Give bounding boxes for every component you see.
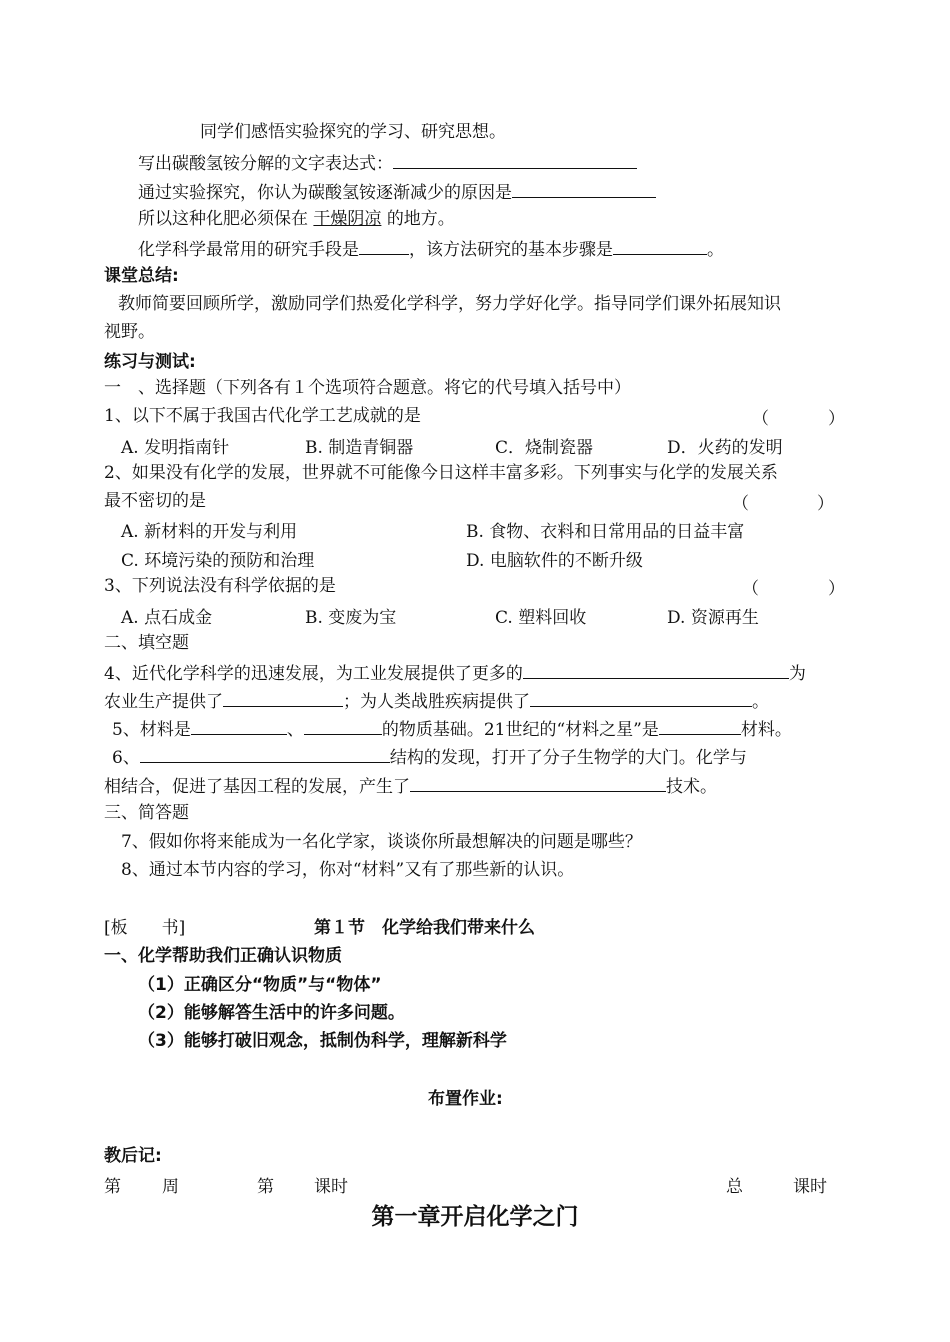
q5-text-a: 5、材料是 [112, 720, 191, 740]
reason-blank[interactable] [512, 179, 656, 198]
board-item-3: （3）能够打破旧观念，抵制伪科学，理解新科学 [138, 1031, 507, 1051]
q4-blank-3[interactable] [530, 688, 752, 707]
q6-blank-1[interactable] [140, 744, 390, 763]
q5-blank-1[interactable] [191, 716, 287, 735]
exercise-heading: 练习与测试: [104, 352, 196, 372]
q5-text-d: 材料。 [740, 720, 792, 740]
q4-text-d: ；为人类战胜疾病提供了 [343, 692, 530, 712]
method-blank[interactable] [359, 236, 409, 255]
intro-line-5 [138, 236, 724, 262]
q4-blank-2[interactable] [223, 688, 343, 707]
q6-text-a: 6、 [112, 748, 140, 768]
q3-option-d[interactable]: D. 资源再生 [667, 608, 759, 628]
section-short-answer: 三、简答题 [104, 803, 189, 823]
q2-option-d[interactable]: D. 电脑软件的不断升级 [466, 551, 643, 571]
question-6-line-2 [104, 773, 717, 799]
board-label: [板 书] [104, 918, 186, 938]
answer-paren-close-1: ） [828, 409, 845, 429]
board-item-1: （1）正确区分“物质”与“物体” [138, 975, 382, 995]
q2-option-b[interactable]: B. 食物、衣料和日常用品的日益丰富 [466, 522, 745, 542]
question-2-line-1: 2、如果没有化学的发展，世界就不可能像今日这样丰富多彩。下列事实与化学的发展关系 [104, 463, 778, 483]
summary-heading: 课堂总结: [104, 266, 179, 286]
answer-paren-open-3[interactable]: （ [742, 579, 759, 599]
board-heading-1: 一、化学帮助我们正确认识物质 [104, 946, 342, 966]
storage-answer: 干燥阴凉 [313, 209, 382, 229]
question-2-line-2: 最不密切的是 [104, 491, 206, 511]
q5-blank-3[interactable] [659, 716, 741, 735]
q4-text-e: 。 [752, 692, 769, 712]
q5-text-c: 的物质基础。21世纪的“材料之星”是 [381, 720, 659, 740]
lesson-suffix: 课时 [314, 1177, 348, 1197]
lesson-prefix: 第 [257, 1177, 274, 1197]
intro-line-1: 同学们感悟实验探究的学习、研究思想。 [200, 122, 506, 142]
q4-text-a: 4、近代化学科学的迅速发展，为工业发展提供了更多的 [104, 664, 523, 684]
q4-text-b: 为 [788, 664, 806, 684]
answer-paren-open-1[interactable]: （ [752, 409, 769, 429]
chapter-title: 第一章开启化学之门 [371, 1204, 579, 1230]
q6-blank-2[interactable] [410, 773, 666, 792]
q1-option-b[interactable]: B. 制造青铜器 [305, 438, 414, 458]
q3-option-b[interactable]: B. 变废为宝 [305, 608, 397, 628]
q6-text-b: 结构的发现，打开了分子生物学的大门。化学与 [389, 748, 747, 768]
equation-blank[interactable] [393, 150, 637, 169]
intro-line-3 [138, 179, 656, 205]
steps-prompt: ，该方法研究的基本步骤是 [409, 240, 613, 260]
summary-text-2: 视野。 [104, 322, 155, 342]
question-8: 8、通过本节内容的学习，你对“材料”又有了那些新的认识。 [121, 860, 575, 880]
question-5 [112, 716, 792, 742]
storage-suffix: 的地方。 [386, 209, 455, 229]
q2-option-a[interactable]: A. 新材料的开发与利用 [121, 522, 298, 542]
homework-label: 布置作业: [428, 1089, 503, 1109]
q1-option-a[interactable]: A. 发明指南针 [121, 438, 230, 458]
summary-text-1: 教师简要回顾所学，激励同学们热爱化学科学，努力学好化学。指导同学们课外拓展知识 [118, 294, 781, 314]
steps-blank[interactable] [613, 236, 707, 255]
q5-text-b: 、 [286, 720, 304, 740]
q4-blank-1[interactable] [523, 660, 789, 679]
intro-line-4 [138, 207, 455, 231]
storage-prompt: 所以这种化肥必须保在 [138, 209, 308, 229]
section-choice: 一 、选择题（下列各有１个选项符合题意。将它的代号填入括号中） [104, 378, 631, 398]
question-4-line-2 [104, 688, 769, 714]
total-prefix: 总 [726, 1177, 743, 1197]
board-item-2: （2）能够解答生活中的许多问题。 [138, 1003, 405, 1023]
answer-paren-open-2[interactable]: （ [732, 494, 749, 514]
q1-option-d[interactable]: D．火药的发明 [667, 438, 783, 458]
intro-line-2 [138, 150, 637, 176]
q3-option-a[interactable]: A. 点石成金 [121, 608, 213, 628]
q4-text-c: 农业生产提供了 [104, 692, 223, 712]
total-suffix: 课时 [793, 1177, 827, 1197]
q3-option-c[interactable]: C. 塑料回收 [495, 608, 587, 628]
answer-paren-close-2: ） [817, 494, 834, 514]
q2-option-c[interactable]: C. 环境污染的预防和治理 [121, 551, 315, 571]
q6-text-c: 相结合，促进了基因工程的发展，产生了 [104, 777, 410, 797]
question-6-line-1 [112, 744, 747, 770]
board-title: 第１节 化学给我们带来什么 [314, 918, 535, 938]
answer-paren-close-3: ） [828, 579, 845, 599]
question-4-line-1 [104, 660, 806, 686]
q1-option-c[interactable]: C．烧制瓷器 [495, 438, 594, 458]
reason-prompt: 通过实验探究，你认为碳酸氢铵逐渐减少的原因是 [138, 183, 512, 203]
question-1: 1、以下不属于我国古代化学工艺成就的是 [104, 406, 421, 426]
section-fill: 二、填空题 [104, 633, 189, 653]
question-7: 7、假如你将来能成为一名化学家，谈谈你所最想解决的问题是哪些？ [121, 832, 642, 852]
method-prompt: 化学科学最常用的研究手段是 [138, 240, 359, 260]
period: 。 [707, 240, 724, 260]
afterword-label: 教后记: [104, 1146, 162, 1166]
week-suffix: 周 [162, 1177, 179, 1197]
q5-blank-2[interactable] [304, 716, 382, 735]
week-prefix: 第 [104, 1177, 121, 1197]
q6-text-d: 技术。 [666, 777, 717, 797]
question-3: 3、下列说法没有科学依据的是 [104, 576, 336, 596]
equation-prompt: 写出碳酸氢铵分解的文字表达式： [138, 154, 393, 174]
